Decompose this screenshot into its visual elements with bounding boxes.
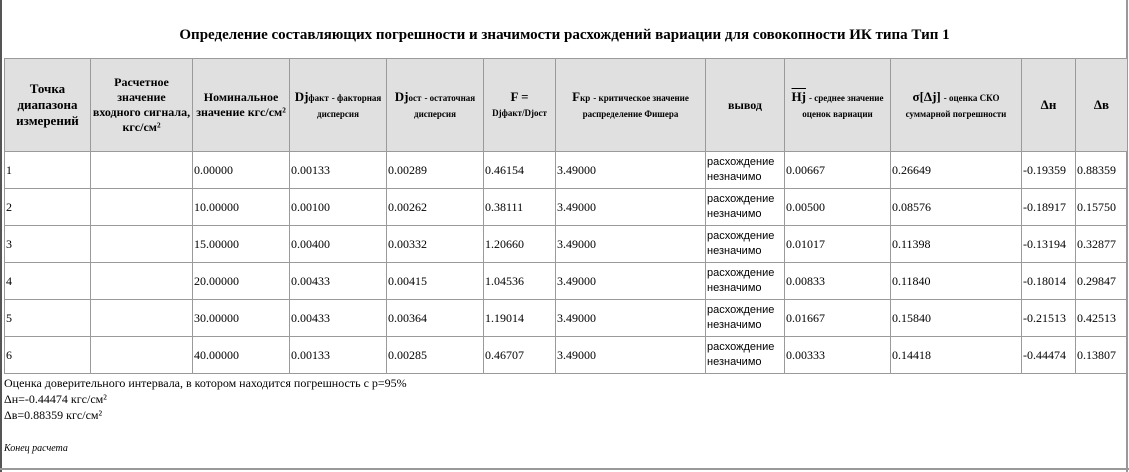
header-calc: Расчетное значение входного сигнала, кгс/см² bbox=[91, 59, 193, 152]
cell-dn: -0.18917 bbox=[1022, 189, 1076, 226]
cell-fkr: 3.49000 bbox=[556, 226, 706, 263]
cell-calc bbox=[91, 300, 193, 337]
cell-f: 0.46154 bbox=[484, 152, 556, 189]
table-header-row bbox=[5, 59, 1128, 152]
header-dost: Djост - остаточная дисперсия bbox=[387, 59, 484, 152]
confidence-interval-note bbox=[4, 375, 407, 423]
cell-nominal: 10.00000 bbox=[193, 189, 290, 226]
window-bottom-border bbox=[0, 468, 1129, 470]
cell-dost: 0.00262 bbox=[387, 189, 484, 226]
header-conclusion: вывод bbox=[706, 59, 785, 152]
cell-dn: -0.19359 bbox=[1022, 152, 1076, 189]
cell-point: 4 bbox=[5, 263, 91, 300]
cell-hj: 0.00333 bbox=[785, 337, 891, 374]
cell-f: 0.46707 bbox=[484, 337, 556, 374]
cell-conclusion: расхождение незначимо bbox=[706, 226, 785, 263]
delta-upper-value: Δв=0.88359 кгс/см² bbox=[4, 408, 103, 422]
cell-conclusion: расхождение незначимо bbox=[706, 189, 785, 226]
cell-dv: 0.13807 bbox=[1076, 337, 1128, 374]
cell-nominal: 15.00000 bbox=[193, 226, 290, 263]
cell-nominal: 0.00000 bbox=[193, 152, 290, 189]
cell-hj: 0.00833 bbox=[785, 263, 891, 300]
cell-calc bbox=[91, 337, 193, 374]
cell-calc bbox=[91, 226, 193, 263]
cell-point: 6 bbox=[5, 337, 91, 374]
cell-dn: -0.44474 bbox=[1022, 337, 1076, 374]
cell-nominal: 40.00000 bbox=[193, 337, 290, 374]
cell-f: 1.19014 bbox=[484, 300, 556, 337]
cell-sigma: 0.08576 bbox=[891, 189, 1022, 226]
cell-f: 0.38111 bbox=[484, 189, 556, 226]
cell-sigma: 0.11398 bbox=[891, 226, 1022, 263]
table-row bbox=[5, 152, 1128, 189]
cell-sigma: 0.11840 bbox=[891, 263, 1022, 300]
report-title: Определение составляющих погрешности и значимости расхождений вариации для совокопности ИК типа Тип 1 bbox=[179, 27, 950, 43]
results-table bbox=[4, 58, 1128, 374]
cell-point: 1 bbox=[5, 152, 91, 189]
cell-dv: 0.42513 bbox=[1076, 300, 1128, 337]
cell-dost: 0.00289 bbox=[387, 152, 484, 189]
cell-point: 3 bbox=[5, 226, 91, 263]
cell-calc bbox=[91, 263, 193, 300]
cell-hj: 0.01017 bbox=[785, 226, 891, 263]
delta-lower-value: Δн=-0.44474 кгс/см² bbox=[4, 392, 107, 406]
header-sigma: σ[Δj] - оценка СКО суммарной погрешности bbox=[891, 59, 1022, 152]
cell-conclusion: расхождение незначимо bbox=[706, 263, 785, 300]
cell-calc bbox=[91, 152, 193, 189]
cell-fkr: 3.49000 bbox=[556, 337, 706, 374]
cell-dv: 0.88359 bbox=[1076, 152, 1128, 189]
window-left-border bbox=[0, 0, 2, 472]
cell-fkr: 3.49000 bbox=[556, 263, 706, 300]
cell-dfact: 0.00133 bbox=[290, 337, 387, 374]
cell-dn: -0.21513 bbox=[1022, 300, 1076, 337]
header-f: F = Djфакт/Djост bbox=[484, 59, 556, 152]
header-dv: Δв bbox=[1076, 59, 1128, 152]
header-fkr: Fкр - критическое значение распределение Фишера bbox=[556, 59, 706, 152]
cell-nominal: 20.00000 bbox=[193, 263, 290, 300]
table-row bbox=[5, 300, 1128, 337]
cell-dost: 0.00285 bbox=[387, 337, 484, 374]
cell-f: 1.04536 bbox=[484, 263, 556, 300]
table-row bbox=[5, 189, 1128, 226]
table-row bbox=[5, 337, 1128, 374]
cell-dn: -0.18014 bbox=[1022, 263, 1076, 300]
cell-dfact: 0.00400 bbox=[290, 226, 387, 263]
cell-sigma: 0.14418 bbox=[891, 337, 1022, 374]
cell-point: 2 bbox=[5, 189, 91, 226]
end-of-calculation: Конец расчета bbox=[4, 443, 68, 454]
cell-calc bbox=[91, 189, 193, 226]
cell-conclusion: расхождение незначимо bbox=[706, 300, 785, 337]
cell-dost: 0.00415 bbox=[387, 263, 484, 300]
cell-nominal: 30.00000 bbox=[193, 300, 290, 337]
cell-fkr: 3.49000 bbox=[556, 189, 706, 226]
cell-dv: 0.29847 bbox=[1076, 263, 1128, 300]
header-hj: $\overline{Hj}$ - среднее значение оценок вариации bbox=[785, 59, 891, 152]
cell-f: 1.20660 bbox=[484, 226, 556, 263]
cell-point: 5 bbox=[5, 300, 91, 337]
cell-hj: 0.01667 bbox=[785, 300, 891, 337]
table-row bbox=[5, 263, 1128, 300]
cell-dost: 0.00364 bbox=[387, 300, 484, 337]
cell-dv: 0.32877 bbox=[1076, 226, 1128, 263]
cell-dv: 0.15750 bbox=[1076, 189, 1128, 226]
cell-fkr: 3.49000 bbox=[556, 152, 706, 189]
header-dfact: Djфакт - факторная дисперсия bbox=[290, 59, 387, 152]
header-point: Точка диапазона измерений bbox=[5, 59, 91, 152]
cell-dfact: 0.00433 bbox=[290, 263, 387, 300]
cell-fkr: 3.49000 bbox=[556, 300, 706, 337]
cell-dn: -0.13194 bbox=[1022, 226, 1076, 263]
confidence-interval-label: Оценка доверительного интервала, в котором находится погрешность с p=95% bbox=[4, 376, 407, 390]
header-nominal: Номинальное значение кгс/см² bbox=[193, 59, 290, 152]
cell-conclusion: расхождение незначимо bbox=[706, 152, 785, 189]
header-dn: Δн bbox=[1022, 59, 1076, 152]
cell-conclusion: расхождение незначимо bbox=[706, 337, 785, 374]
cell-hj: 0.00667 bbox=[785, 152, 891, 189]
cell-dfact: 0.00100 bbox=[290, 189, 387, 226]
cell-dfact: 0.00433 bbox=[290, 300, 387, 337]
table-row bbox=[5, 226, 1128, 263]
cell-hj: 0.00500 bbox=[785, 189, 891, 226]
cell-sigma: 0.26649 bbox=[891, 152, 1022, 189]
cell-sigma: 0.15840 bbox=[891, 300, 1022, 337]
cell-dfact: 0.00133 bbox=[290, 152, 387, 189]
cell-dost: 0.00332 bbox=[387, 226, 484, 263]
